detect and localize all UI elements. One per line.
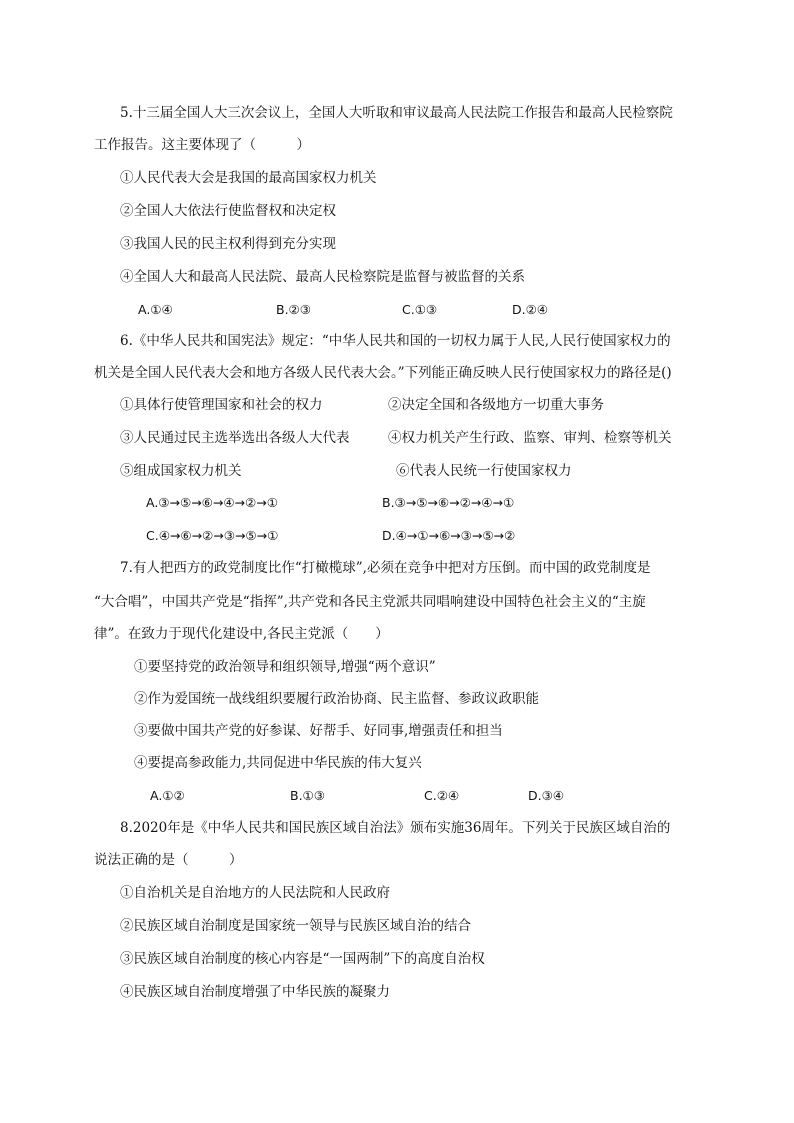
q6-item-3: ③人民通过民主选举选出各级人大代表	[120, 430, 350, 446]
q7-stem-line2: “大合唱”，中国共产党是“指挥”,共产党和各民主党派共同唱响建设中国特色社会主义的“主旋	[94, 594, 646, 610]
q5-option-a: A.①④	[138, 302, 173, 317]
q7-item-1: ①要坚持党的政治领导和组织领导,增强“两个意识”	[134, 659, 436, 675]
q7-item-4: ④要提高参政能力,共同促进中华民族的伟大复兴	[134, 755, 422, 771]
q6-stem-line2: 机关是全国人民代表大会和地方各级人民代表大会。”下列能正确反映人民行使国家权力的路径是()	[94, 365, 672, 381]
q5-item-3: ③我国人民的民主权利得到充分实现	[120, 236, 336, 252]
q5-stem-line1: 5.十三届全国人大三次会议上，全国人大听取和审议最高人民法院工作报告和最高人民检察院	[120, 105, 673, 121]
q7-option-c: C.②④	[424, 788, 460, 803]
q5-item-2: ②全国人大依法行使监督权和决定权	[120, 203, 336, 219]
q6-item-6: ⑥代表人民统一行使国家权力	[396, 463, 572, 479]
q8-item-4: ④民族区域自治制度增强了中华民族的凝聚力	[120, 984, 390, 1000]
q5-option-b: B.②③	[276, 302, 311, 317]
q6-option-d: D.④→①→⑥→③→⑤→②	[382, 528, 516, 543]
q8-item-1: ①自治机关是自治地方的人民法院和人民政府	[120, 885, 390, 901]
q6-stem-line1: 6.《中华人民共和国宪法》规定：“中华人民共和国的一切权力属于人民,人民行使国家权力的	[120, 333, 671, 349]
q8-item-3: ③民族区域自治制度的核心内容是“一国两制”下的高度自治权	[120, 951, 485, 967]
q8-stem-line1: 8.2020年是《中华人民共和国民族区域自治法》颁布实施36周年。下列关于民族区域自治的	[120, 820, 671, 836]
q6-item-5: ⑤组成国家权力机关	[120, 463, 242, 479]
q8-stem-line2: 说法正确的是（ ）	[94, 852, 243, 868]
q5-option-d: D.②④	[512, 302, 549, 317]
q6-option-a: A.③→⑤→⑥→④→②→①	[146, 495, 278, 510]
q7-option-d: D.③④	[528, 788, 565, 803]
q6-item-2: ②决定全国和各级地方一切重大事务	[388, 397, 604, 413]
q8-item-2: ②民族区域自治制度是国家统一领导与民族区域自治的结合	[120, 918, 471, 934]
q6-option-b: B.③→⑤→⑥→②→④→①	[382, 495, 515, 510]
q5-stem-line2: 工作报告。这主要体现了（ ）	[94, 137, 310, 153]
q6-item-1: ①具体行使管理国家和社会的权力	[120, 397, 323, 413]
q7-item-2: ②作为爱国统一战线组织要履行政治协商、民主监督、参政议政职能	[134, 691, 539, 707]
q5-option-c: C.①③	[402, 302, 438, 317]
q7-option-a: A.①②	[150, 788, 185, 803]
q7-stem-line1: 7.有人把西方的政党制度比作“打橄榄球”,必须在竞争中把对方压倒。而中国的政党制度是	[120, 560, 651, 576]
q6-option-c: C.④→⑥→②→③→⑤→①	[146, 528, 279, 543]
q5-item-1: ①人民代表大会是我国的最高国家权力机关	[120, 170, 377, 186]
q7-option-b: B.①③	[290, 788, 325, 803]
q7-item-3: ③要做中国共产党的好参谋、好帮手、好同事,增强责任和担当	[134, 723, 503, 739]
q5-item-4: ④全国人大和最高人民法院、最高人民检察院是监督与被监督的关系	[120, 269, 525, 285]
q6-item-4: ④权力机关产生行政、监察、审判、检察等机关	[388, 430, 672, 446]
q7-stem-line3: 律”。在致力于现代化建设中,各民主党派（ ）	[94, 626, 389, 642]
